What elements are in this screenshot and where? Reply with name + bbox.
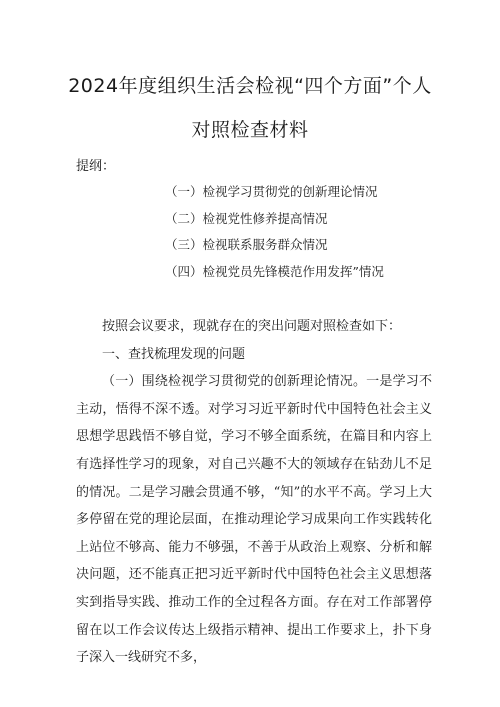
section-heading: 一、查找梳理发现的问题 <box>102 346 246 362</box>
outline-item: （一）检视学习贯彻党的创新理论情况 <box>165 184 378 199</box>
document-body <box>76 313 432 672</box>
body-paragraph: （一）围绕检视学习贯彻党的创新理论情况。一是学习不主动，悟得不深不透。对学习习近平新时代中国特色社会主义思想学思践悟不够自觉，学习不够全面系统，在篇目和内容上有选择性学习的现象，对自己兴趣不大的领域存在钻劲儿不足的情况。二是学习融会贯通不够，“知”的水平不高。学习上大多停留在党的理论层面，在推动理论学习成果向工作实践转化上站位不够高、能力不够强，不善于从政治上观察、分析和解决问题，还不能真正把习近平新时代中国特色社会主义思想落实到指导实践、推动工作的全过程各方面。存在对工作部署停留在以工作会议传达上级指示精神、提出工作要求上，扑下身子深入一线研究不多， <box>76 374 432 666</box>
outline-item: （四）检视党员先锋模范作用发挥”情况 <box>165 263 384 279</box>
outline-label: 提纲： <box>76 159 116 174</box>
intro-paragraph: 按照会议要求，现就存在的突出问题对照检查如下： <box>102 319 402 334</box>
document-title-line-1: 2024年度组织生活会检视“四个方面”个人 <box>68 75 432 97</box>
outline-item: （三）检视联系服务群众情况 <box>165 237 328 252</box>
outline-list <box>165 183 384 289</box>
outline-item: （二）检视党性修养提高情况 <box>165 210 328 226</box>
document-title-line-2: 对照检查材料 <box>191 119 309 141</box>
